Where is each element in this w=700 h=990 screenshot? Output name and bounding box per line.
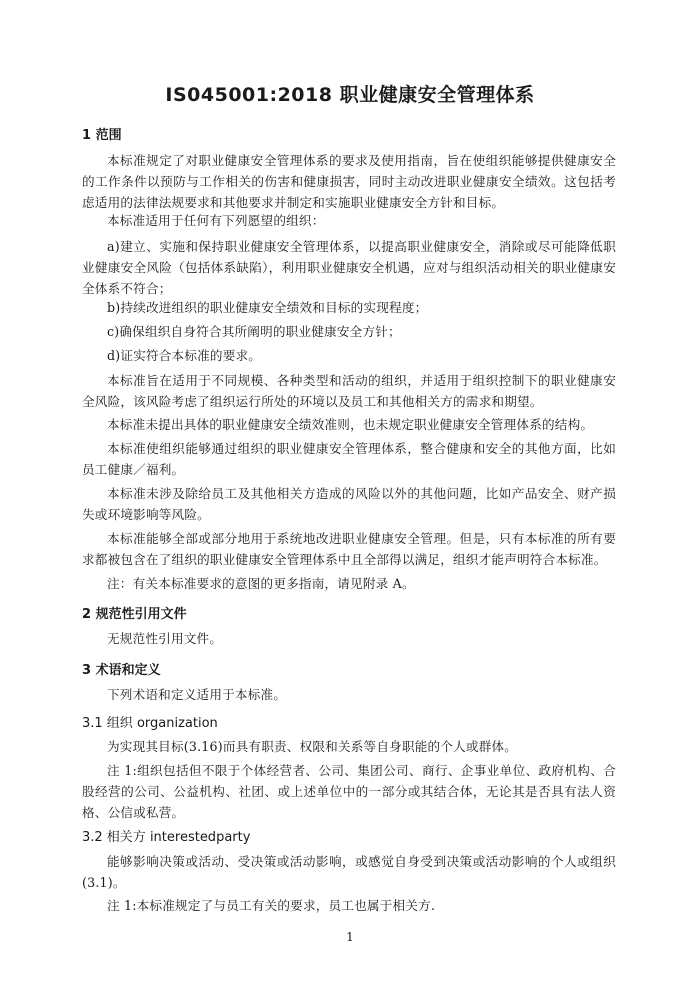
paragraph: b)持续改进组织的职业健康安全绩效和目标的实现程度； [107, 300, 428, 315]
note-paragraph: 注 1:本标准规定了与员工有关的要求，员工也属于相关方. [107, 898, 436, 913]
paragraph: a)建立、实施和保持职业健康安全管理体系，以提高职业健康安全，消除或尽可能降低职业健康安全风险（包括体系缺陷），利用职业健康安全机遇，应对与组织活动相关的职业健康安全体系不符合； [82, 239, 616, 296]
paragraph: c)确保组织自身符合其所阐明的职业健康安全方针； [107, 324, 401, 339]
section-heading-scope: 1 范围 [82, 128, 122, 143]
paragraph: 下列术语和定义适用于本标准。 [107, 687, 287, 702]
definition-paragraph: 能够影响决策或活动、受决策或活动影响，或感觉自身受到决策或活动影响的个人或组织(3.1)。 [82, 854, 616, 890]
paragraph: 本标准使组织能够通过组织的职业健康安全管理体系，整合健康和安全的其他方面，比如员工健康／福利。 [82, 441, 616, 477]
section-heading-terms: 3 术语和定义 [82, 663, 161, 678]
term-heading-organization: 3.1 组织 organization [82, 716, 218, 731]
paragraph: 本标准能够全部或部分地用于系统地改进职业健康安全管理。但是，只有本标准的所有要求都被包含在了组织的职业健康安全管理体系中且全部得以满足，组织才能声明符合本标准。 [82, 531, 616, 567]
paragraph: 本标准未涉及除给员工及其他相关方造成的风险以外的其他问题，比如产品安全、财产损失或环境影响等风险。 [82, 486, 616, 522]
term-heading-interested-party: 3.2 相关方 interestedparty [82, 830, 251, 845]
paragraph: d)证实符合本标准的要求。 [107, 348, 262, 363]
note-paragraph: 注：有关本标准要求的意图的更多指南，请见附录 A。 [107, 576, 415, 591]
paragraph: 本标准旨在适用于不同规模、各种类型和活动的组织，并适用于组织控制下的职业健康安全风险，该风险考虑了组织运行所处的环境以及员工和其他相关方的需求和期望。 [82, 373, 616, 409]
note-paragraph: 注 1:组织包括但不限于个体经营者、公司、集团公司、商行、企事业单位、政府机构、合股经营的公司、公益机构、社团、或上述单位中的一部分或其结合体，无论其是否具有法人资格、公信或私营。 [82, 763, 616, 820]
page-number: 1 [346, 930, 354, 944]
definition-paragraph: 为实现其目标(3.16)而具有职责、权限和关系等自身职能的个人或群体。 [107, 739, 518, 754]
paragraph: 本标准适用于任何有下列愿望的组织： [107, 213, 325, 228]
section-heading-normative-references: 2 规范性引用文件 [82, 607, 187, 622]
paragraph: 本标准未提出具体的职业健康安全绩效准则，也未规定职业健康安全管理体系的结构。 [107, 417, 594, 432]
paragraph: 无规范性引用文件。 [107, 631, 223, 646]
paragraph: 本标准规定了对职业健康安全管理体系的要求及使用指南，旨在使组织能够提供健康安全的工作条件以预防与工作相关的伤害和健康损害，同时主动改进职业健康安全绩效。这包括考虑适用的法律法规要求和其他要求并制定和实施职业健康安全方针和目标。 [82, 153, 616, 210]
document-title: IS045001:2018 职业健康安全管理体系 [165, 84, 535, 106]
